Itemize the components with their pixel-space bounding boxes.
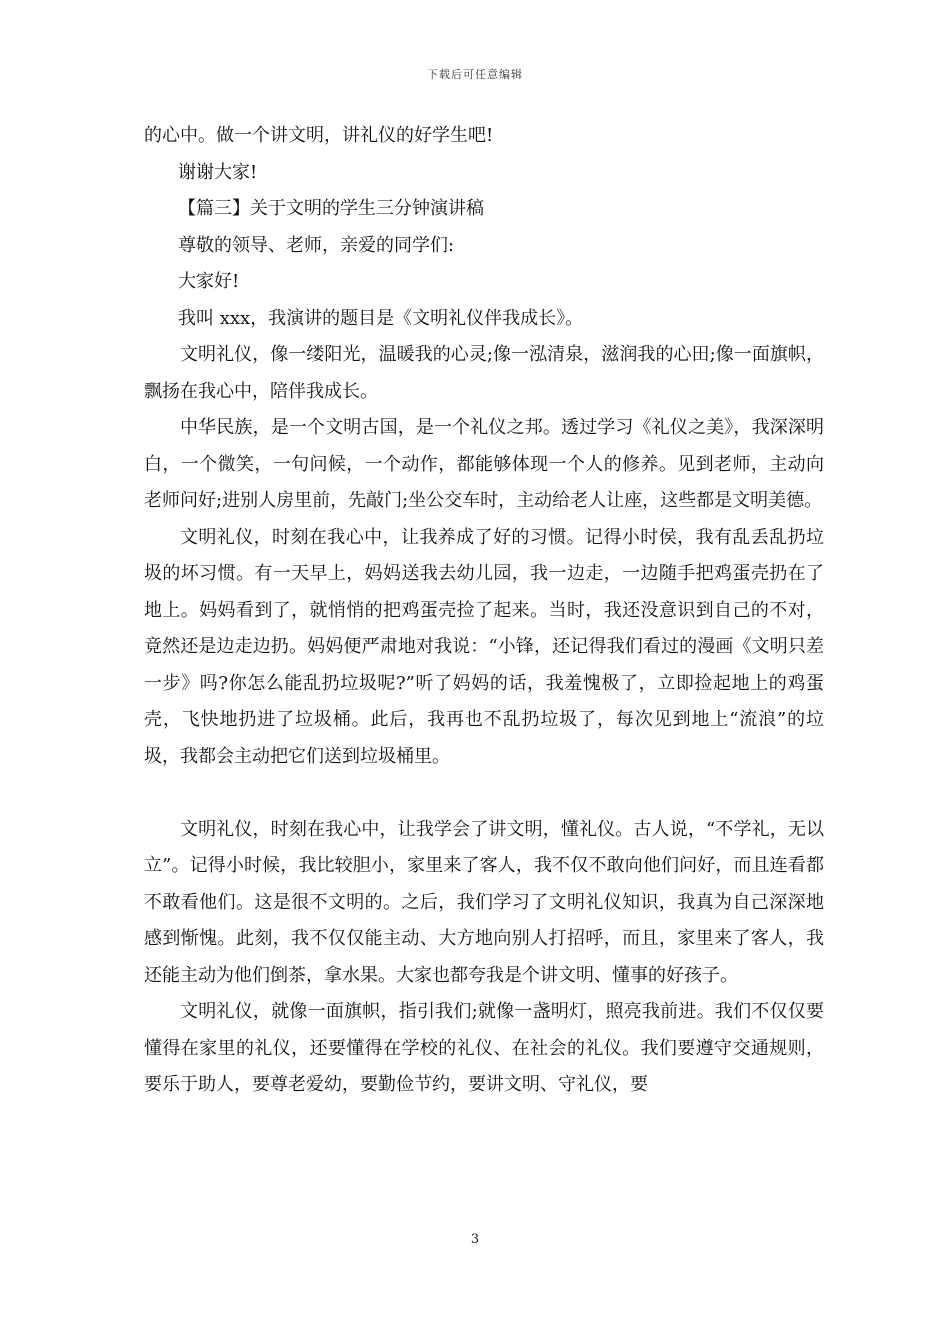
paragraph-salutation: 尊敬的领导、老师，亲爱的同学们: bbox=[178, 234, 455, 256]
paragraph-body: 中华民族，是一个文明古国，是一个礼仪之邦。透过学习《礼仪之美》，我深深明白，一个微笑，一句问候，一个动作，都能够体现一个人的修养。见到老师，主动向老师问好;进别人房里前，先敲门;坐公交车时，主动给老人让座，这些都是文明美德。 bbox=[144, 417, 824, 511]
paragraph-body: 文明礼仪，时刻在我心中，让我养成了好的习惯。记得小时侯，我有乱丢乱扔垃圾的坏习惯。有一天早上，妈妈送我去幼儿园，我一边走，一边随手把鸡蛋壳扔在了地上。妈妈看到了，就悄悄的把鸡蛋壳捡了起来。当时，我还没意识到自己的不对，竟然还是边走边扔。妈妈便严肃地对我说：“小锋，还记得我们看过的漫画《文明只差一步》吗?你怎么能乱扔垃圾呢?”听了妈妈的话，我羞愧极了，立即捡起地上的鸡蛋壳，飞快地扔进了垃圾桶。此后，我再也不乱扔垃圾了，每次见到地上“流浪”的垃圾，我都会主动把它们送到垃圾桶里。 bbox=[144, 526, 824, 767]
paragraph-gap bbox=[144, 775, 824, 812]
paragraph-body: 文明礼仪，像一缕阳光，温暖我的心灵;像一泓清泉，滋润我的心田;像一面旗帜，飘扬在我心中，陪伴我成长。 bbox=[144, 344, 824, 402]
paragraph-continuation: 的心中。做一个讲文明，讲礼仪的好学生吧! bbox=[144, 125, 494, 146]
paragraph-greeting: 大家好! bbox=[178, 271, 240, 292]
document-body bbox=[144, 118, 824, 1104]
paragraph-body: 文明礼仪，就像一面旗帜，指引我们;就像一盏明灯，照亮我前进。我们不仅仅要懂得在家里的礼仪，还要懂得在学校的礼仪、在社会的礼仪。我们要遵守交通规则，要乐于助人，要尊老爱幼，要勤俭节约，要讲文明、守礼仪，要 bbox=[144, 1001, 824, 1095]
paragraph-body: 文明礼仪，时刻在我心中，让我学会了讲文明，懂礼仪。古人说，“不学礼，无以立”。记得小时候，我比较胆小，家里来了客人，我不仅不敢向他们问好，而且连看都不敢看他们。这是很不文明的。之后，我们学习了文明礼仪知识，我真为自己深深地感到惭愧。此刻，我不仅仅能主动、大方地向别人打招呼，而且，家里来了客人，我还能主动为他们倒茶，拿水果。大家也都夸我是个讲文明、懂事的好孩子。 bbox=[144, 818, 824, 986]
page-number: 3 bbox=[470, 1232, 480, 1247]
page-header-note: 下载后可任意编辑 bbox=[427, 68, 523, 81]
paragraph-thanks: 谢谢大家! bbox=[178, 161, 258, 183]
section-heading: 【篇三】关于文明的学生三分钟演讲稿 bbox=[178, 198, 484, 219]
paragraph-intro: 我叫 xxx，我演讲的题目是《文明礼仪伴我成长》。 bbox=[178, 307, 584, 329]
